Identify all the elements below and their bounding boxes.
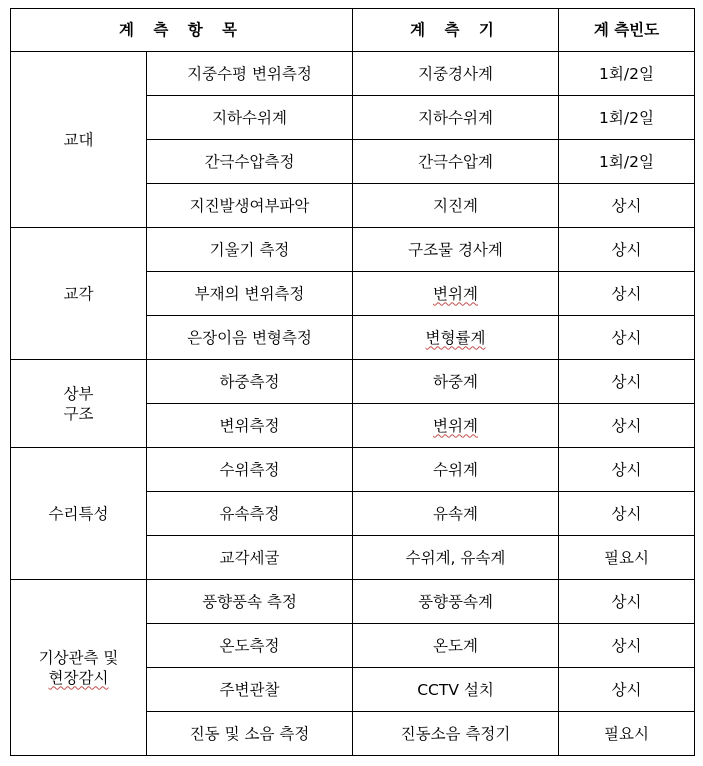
- instrument-cell-text: CCTV 설치: [417, 680, 494, 699]
- item-cell: [147, 536, 353, 580]
- measurement-table: [10, 8, 695, 756]
- frequency-cell-text: 상시: [611, 680, 642, 699]
- frequency-cell: [559, 272, 695, 316]
- frequency-cell-text: 상시: [611, 328, 642, 347]
- frequency-cell: [559, 580, 695, 624]
- frequency-cell-text: 상시: [611, 460, 642, 479]
- frequency-cell: [559, 228, 695, 272]
- item-cell: [147, 360, 353, 404]
- item-cell: [147, 272, 353, 316]
- table-row: [11, 448, 695, 492]
- instrument-cell: [353, 228, 559, 272]
- frequency-cell-text: 1회/2일: [599, 152, 654, 171]
- frequency-cell-text: 상시: [611, 284, 642, 303]
- frequency-cell-text: 상시: [611, 240, 642, 259]
- instrument-cell-text: 지진계: [433, 196, 478, 215]
- group-name-text: 교각: [63, 284, 94, 303]
- table-row: [11, 580, 695, 624]
- instrument-cell-text: 변위계: [433, 284, 478, 303]
- frequency-cell-text: 1회/2일: [599, 64, 654, 83]
- header-row: [11, 9, 695, 52]
- frequency-cell: [559, 184, 695, 228]
- instrument-cell: [353, 404, 559, 448]
- item-cell-text: 하중측정: [219, 372, 280, 391]
- frequency-cell: [559, 316, 695, 360]
- instrument-cell: [353, 712, 559, 756]
- item-cell-text: 진동 및 소음 측정: [189, 724, 310, 743]
- item-cell: [147, 580, 353, 624]
- frequency-cell-text: 필요시: [604, 724, 649, 743]
- instrument-cell-text: 풍향풍속계: [418, 592, 493, 611]
- group-name: [11, 360, 147, 448]
- item-cell: [147, 316, 353, 360]
- item-cell: [147, 624, 353, 668]
- item-cell: [147, 668, 353, 712]
- frequency-cell-text: 1회/2일: [599, 108, 654, 127]
- group-name: [11, 580, 147, 756]
- instrument-cell-text: 진동소음 측정기: [400, 724, 511, 743]
- item-cell-text: 부재의 변위측정: [194, 284, 305, 303]
- frequency-cell: [559, 536, 695, 580]
- group-name-text: 교대: [63, 130, 94, 149]
- instrument-cell-text: 지하수위계: [418, 108, 493, 127]
- item-cell-text: 풍향풍속 측정: [202, 592, 297, 611]
- group-name: [11, 228, 147, 360]
- frequency-cell: [559, 668, 695, 712]
- instrument-cell: [353, 184, 559, 228]
- table-row: [11, 360, 695, 404]
- item-cell: [147, 228, 353, 272]
- instrument-cell-text: 간극수압계: [418, 152, 493, 171]
- frequency-cell-text: 상시: [611, 592, 642, 611]
- item-cell-text: 지진발생여부파악: [189, 196, 310, 215]
- item-cell: [147, 448, 353, 492]
- frequency-cell-text: 상시: [611, 504, 642, 523]
- header-frequency: 계 측빈도: [559, 9, 695, 52]
- item-cell: [147, 492, 353, 536]
- item-cell-text: 은장이음 변형측정: [187, 328, 312, 347]
- item-cell-text: 지하수위계: [212, 108, 287, 127]
- instrument-cell-text: 온도계: [433, 636, 478, 655]
- item-cell-text: 변위측정: [219, 416, 280, 435]
- item-cell: [147, 712, 353, 756]
- instrument-cell-text: 지중경사계: [418, 64, 493, 83]
- group-name-text: 상부 구조: [63, 384, 94, 423]
- instrument-cell: [353, 624, 559, 668]
- table-row: [11, 228, 695, 272]
- item-cell-text: 온도측정: [219, 636, 280, 655]
- item-cell-text: 간극수압측정: [204, 152, 295, 171]
- item-cell: [147, 140, 353, 184]
- frequency-cell: [559, 96, 695, 140]
- item-cell-text: 지중수평 변위측정: [187, 64, 312, 83]
- frequency-cell: [559, 52, 695, 96]
- instrument-cell: [353, 272, 559, 316]
- group-name-text: 기상관측 및 현장감시: [38, 648, 119, 687]
- instrument-cell-text: 하중계: [433, 372, 478, 391]
- instrument-cell-text: 변위계: [433, 416, 478, 435]
- frequency-cell: [559, 360, 695, 404]
- frequency-cell-text: 필요시: [604, 548, 649, 567]
- frequency-cell-text: 상시: [611, 196, 642, 215]
- item-cell: [147, 184, 353, 228]
- header-instrument: 계 측 기: [353, 9, 559, 52]
- item-cell-text: 기울기 측정: [209, 240, 290, 259]
- item-cell-text: 유속측정: [219, 504, 280, 523]
- frequency-cell-text: 상시: [611, 372, 642, 391]
- instrument-cell-text: 수위계: [433, 460, 478, 479]
- group-name: [11, 448, 147, 580]
- frequency-cell-text: 상시: [611, 636, 642, 655]
- item-cell: [147, 404, 353, 448]
- instrument-cell-text: 구조물 경사계: [408, 240, 503, 259]
- frequency-cell: [559, 404, 695, 448]
- instrument-cell-text: 변형률계: [425, 328, 486, 347]
- instrument-cell: [353, 316, 559, 360]
- instrument-cell: [353, 96, 559, 140]
- table-row: [11, 52, 695, 96]
- header-item: 계 측 항 목: [11, 9, 353, 52]
- instrument-cell: [353, 140, 559, 184]
- item-cell-text: 교각세굴: [219, 548, 280, 567]
- item-cell-text: 주변관찰: [219, 680, 280, 699]
- instrument-cell-text: 수위계, 유속계: [405, 548, 506, 567]
- frequency-cell: [559, 140, 695, 184]
- frequency-cell: [559, 624, 695, 668]
- instrument-cell: [353, 448, 559, 492]
- instrument-cell: [353, 668, 559, 712]
- frequency-cell-text: 상시: [611, 416, 642, 435]
- instrument-cell: [353, 536, 559, 580]
- instrument-cell: [353, 360, 559, 404]
- frequency-cell: [559, 492, 695, 536]
- group-name: [11, 52, 147, 228]
- frequency-cell: [559, 448, 695, 492]
- frequency-cell: [559, 712, 695, 756]
- instrument-cell: [353, 52, 559, 96]
- instrument-cell: [353, 492, 559, 536]
- group-name-text: 수리특성: [48, 504, 109, 523]
- item-cell: [147, 96, 353, 140]
- instrument-cell: [353, 580, 559, 624]
- item-cell-text: 수위측정: [219, 460, 280, 479]
- item-cell: [147, 52, 353, 96]
- instrument-cell-text: 유속계: [433, 504, 478, 523]
